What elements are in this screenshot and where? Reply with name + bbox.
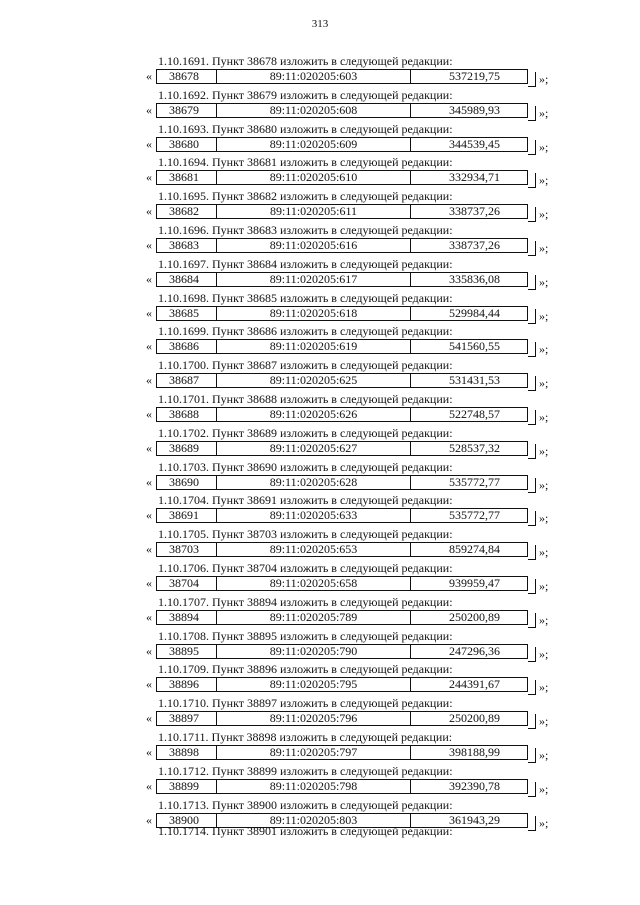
entry-heading: 1.10.1704. Пункт 38691 изложить в следующей редакции: (158, 493, 453, 508)
amendment-entry (0, 189, 640, 223)
row-frame-tail (528, 782, 536, 797)
item-number-cell: 38897 (157, 712, 217, 725)
amendment-entry (0, 696, 640, 730)
entry-heading: 1.10.1713. Пункт 38900 изложить в следующей редакции: (158, 797, 453, 812)
opening-quote: « (146, 136, 152, 151)
entry-heading: 1.10.1708. Пункт 38895 изложить в следующей редакции: (158, 628, 453, 643)
opening-quote: « (146, 778, 152, 793)
entry-heading: 1.10.1693. Пункт 38680 изложить в следующей редакции: (158, 121, 453, 136)
item-number-cell: 38689 (157, 442, 217, 455)
entry-heading: 1.10.1694. Пункт 38681 изложить в следующей редакции: (158, 155, 453, 170)
amendment-list (0, 54, 640, 831)
cadastral-number-cell: 89:11:020205:796 (217, 712, 411, 725)
value-cell: 529984,44 (449, 306, 500, 320)
row-frame-tail (528, 72, 536, 87)
amendment-entry (0, 561, 640, 595)
value-cell: 332934,71 (449, 171, 500, 185)
cadastral-number-cell: 89:11:020205:803 (217, 814, 411, 827)
cadastral-number-cell: 89:11:020205:603 (217, 70, 411, 83)
table-row (156, 407, 528, 422)
item-number-cell: 38894 (157, 611, 217, 624)
value-cell: 859274,84 (449, 543, 500, 557)
cadastral-number-cell: 89:11:020205:658 (217, 577, 411, 590)
cadastral-number-cell: 89:11:020205:626 (217, 408, 411, 421)
table-row (156, 677, 528, 692)
entry-heading: 1.10.1701. Пункт 38688 изложить в следующей редакции: (158, 391, 453, 406)
item-number-cell: 38703 (157, 543, 217, 556)
row-frame-tail (528, 410, 536, 425)
entry-heading: 1.10.1709. Пункт 38896 изложить в следующей редакции: (158, 662, 453, 677)
amendment-entry (0, 527, 640, 561)
entry-heading: 1.10.1692. Пункт 38679 изложить в следующей редакции: (158, 87, 453, 102)
item-number-cell: 38680 (157, 138, 217, 151)
table-row (156, 69, 528, 84)
value-cell: 338737,26 (449, 205, 500, 219)
cadastral-number-cell: 89:11:020205:790 (217, 645, 411, 658)
value-cell: 528537,32 (449, 441, 500, 455)
opening-quote: « (146, 237, 152, 252)
opening-quote: « (146, 711, 152, 726)
cadastral-number-cell: 89:11:020205:608 (217, 104, 411, 117)
closing-quote: »; (539, 646, 549, 661)
opening-quote: « (146, 406, 152, 421)
entry-heading: 1.10.1705. Пункт 38703 изложить в следующей редакции: (158, 527, 453, 542)
entry-heading: 1.10.1712. Пункт 38899 изложить в следующей редакции: (158, 763, 453, 778)
entry-heading: 1.10.1707. Пункт 38894 изложить в следующей редакции: (158, 594, 453, 609)
table-row (156, 711, 528, 726)
entry-heading: 1.10.1711. Пункт 38898 изложить в следующей редакции: (158, 729, 453, 744)
row-frame-tail (528, 613, 536, 628)
table-row (156, 508, 528, 523)
amendment-entry (0, 324, 640, 358)
amendment-entry (0, 493, 640, 527)
closing-quote: »; (539, 342, 549, 357)
amendment-entry (0, 595, 640, 629)
row-frame-tail (528, 376, 536, 391)
opening-quote: « (146, 542, 152, 557)
amendment-entry (0, 223, 640, 257)
value-cell: 537219,75 (449, 70, 500, 83)
closing-quote: »; (539, 815, 549, 830)
row-frame-tail (528, 309, 536, 324)
entry-heading: 1.10.1691. Пункт 38678 изложить в следующей редакции: (158, 54, 453, 68)
value-cell: 247296,36 (449, 644, 500, 658)
table-row (156, 745, 528, 760)
value-cell: 535772,77 (449, 509, 500, 523)
entry-heading: 1.10.1714. Пункт 38901 изложить в следующей редакции: (158, 824, 453, 838)
opening-quote: « (146, 102, 152, 117)
cadastral-number-cell: 89:11:020205:789 (217, 611, 411, 624)
cadastral-number-cell: 89:11:020205:798 (217, 780, 411, 793)
entry-heading: 1.10.1702. Пункт 38689 изложить в следующей редакции: (158, 425, 453, 440)
closing-quote: »; (539, 747, 549, 762)
cadastral-number-cell: 89:11:020205:611 (217, 205, 411, 218)
row-frame-tail (528, 275, 536, 290)
item-number-cell: 38704 (157, 577, 217, 590)
value-cell: 541560,55 (449, 340, 500, 354)
value-cell: 361943,29 (449, 813, 500, 827)
amendment-entry (0, 54, 640, 88)
item-number-cell: 38679 (157, 104, 217, 117)
cadastral-number-cell: 89:11:020205:633 (217, 509, 411, 522)
amendment-entry (0, 392, 640, 426)
row-frame-tail (528, 241, 536, 256)
value-cell: 250200,89 (449, 712, 500, 726)
opening-quote: « (146, 271, 152, 286)
opening-quote: « (146, 474, 152, 489)
closing-quote: »; (539, 376, 549, 391)
opening-quote: « (146, 677, 152, 692)
closing-quote: »; (539, 207, 549, 222)
closing-quote: »; (539, 477, 549, 492)
closing-quote: »; (539, 578, 549, 593)
item-number-cell: 38895 (157, 645, 217, 658)
entry-heading: 1.10.1695. Пункт 38682 изложить в следующей редакции: (158, 189, 453, 204)
item-number-cell: 38900 (157, 814, 217, 827)
amendment-entry (0, 358, 640, 392)
amendment-entry (0, 629, 640, 663)
cadastral-number-cell: 89:11:020205:627 (217, 442, 411, 455)
opening-quote: « (146, 339, 152, 354)
row-frame-tail (528, 140, 536, 155)
value-cell: 335836,08 (449, 272, 500, 286)
table-row (156, 576, 528, 591)
table-row (156, 306, 528, 321)
closing-quote: »; (539, 105, 549, 120)
value-cell: 392390,78 (449, 779, 500, 793)
cadastral-number-cell: 89:11:020205:795 (217, 678, 411, 691)
table-row (156, 204, 528, 219)
cadastral-number-cell: 89:11:020205:653 (217, 543, 411, 556)
item-number-cell: 38684 (157, 273, 217, 286)
value-cell: 338737,26 (449, 238, 500, 252)
cadastral-number-cell: 89:11:020205:628 (217, 476, 411, 489)
opening-quote: « (146, 643, 152, 658)
cadastral-number-cell: 89:11:020205:610 (217, 171, 411, 184)
amendment-entry (0, 460, 640, 494)
amendment-entry (0, 291, 640, 325)
opening-quote: « (146, 373, 152, 388)
amendment-entry (0, 730, 640, 764)
row-frame-tail (528, 748, 536, 763)
closing-quote: »; (539, 308, 549, 323)
amendment-entry (0, 764, 640, 798)
opening-quote: « (146, 744, 152, 759)
item-number-cell: 38896 (157, 678, 217, 691)
value-cell: 398188,99 (449, 745, 500, 759)
row-frame-tail (528, 714, 536, 729)
entry-heading: 1.10.1698. Пункт 38685 изложить в следующей редакции: (158, 290, 453, 305)
opening-quote: « (146, 170, 152, 185)
row-frame-tail (528, 680, 536, 695)
item-number-cell: 38685 (157, 307, 217, 320)
table-row (156, 644, 528, 659)
value-cell: 535772,77 (449, 475, 500, 489)
closing-quote: »; (539, 714, 549, 729)
value-cell: 244391,67 (449, 678, 500, 692)
row-frame-tail (528, 342, 536, 357)
row-frame-tail (528, 545, 536, 560)
entry-heading: 1.10.1703. Пункт 38690 изложить в следующей редакции: (158, 459, 453, 474)
row-frame-tail (528, 816, 536, 831)
cadastral-number-cell: 89:11:020205:609 (217, 138, 411, 151)
item-number-cell: 38683 (157, 239, 217, 252)
value-cell: 522748,57 (449, 407, 500, 421)
value-cell: 531431,53 (449, 374, 500, 388)
item-number-cell: 38686 (157, 340, 217, 353)
closing-quote: »; (539, 443, 549, 458)
opening-quote: « (146, 609, 152, 624)
opening-quote: « (146, 440, 152, 455)
item-number-cell: 38690 (157, 476, 217, 489)
table-row (156, 475, 528, 490)
entry-heading: 1.10.1696. Пункт 38683 изложить в следующей редакции: (158, 222, 453, 237)
value-cell: 250200,89 (449, 610, 500, 624)
entry-heading: 1.10.1699. Пункт 38686 изложить в следующей редакции: (158, 324, 453, 339)
value-cell: 345989,93 (449, 103, 500, 117)
closing-quote: »; (539, 680, 549, 695)
closing-quote: »; (539, 139, 549, 154)
closing-quote: »; (539, 173, 549, 188)
amendment-entry (0, 88, 640, 122)
table-row (156, 542, 528, 557)
item-number-cell: 38691 (157, 509, 217, 522)
table-row (156, 339, 528, 354)
item-number-cell: 38899 (157, 780, 217, 793)
amendment-entry (0, 426, 640, 460)
amendment-entry (0, 155, 640, 189)
closing-quote: »; (539, 409, 549, 424)
entry-heading: 1.10.1706. Пункт 38704 изложить в следующей редакции: (158, 560, 453, 575)
item-number-cell: 38682 (157, 205, 217, 218)
closing-quote: »; (539, 545, 549, 560)
closing-quote: »; (539, 72, 549, 86)
item-number-cell: 38687 (157, 374, 217, 387)
closing-quote: »; (539, 274, 549, 289)
cadastral-number-cell: 89:11:020205:797 (217, 746, 411, 759)
amendment-entry (0, 122, 640, 156)
item-number-cell: 38688 (157, 408, 217, 421)
opening-quote: « (146, 69, 152, 83)
table-row (156, 137, 528, 152)
table-row (156, 610, 528, 625)
value-cell: 939959,47 (449, 576, 500, 590)
value-cell: 344539,45 (449, 137, 500, 151)
cadastral-number-cell: 89:11:020205:618 (217, 307, 411, 320)
row-frame-tail (528, 647, 536, 662)
table-row (156, 272, 528, 287)
cadastral-number-cell: 89:11:020205:617 (217, 273, 411, 286)
entry-heading: 1.10.1710. Пункт 38897 изложить в следующей редакции: (158, 696, 453, 711)
opening-quote: « (146, 508, 152, 523)
opening-quote: « (146, 305, 152, 320)
row-frame-tail (528, 579, 536, 594)
opening-quote: « (146, 812, 152, 827)
row-frame-tail (528, 106, 536, 121)
page-number: 313 (311, 18, 329, 30)
item-number-cell: 38681 (157, 171, 217, 184)
amendment-entry (0, 662, 640, 696)
closing-quote: »; (539, 240, 549, 255)
cadastral-number-cell: 89:11:020205:616 (217, 239, 411, 252)
opening-quote: « (146, 575, 152, 590)
table-row (156, 170, 528, 185)
table-row (156, 103, 528, 118)
row-frame-tail (528, 173, 536, 188)
closing-quote: »; (539, 511, 549, 526)
closing-quote: »; (539, 781, 549, 796)
cadastral-number-cell: 89:11:020205:619 (217, 340, 411, 353)
table-row (156, 779, 528, 794)
entry-heading: 1.10.1700. Пункт 38687 изложить в следующей редакции: (158, 358, 453, 373)
opening-quote: « (146, 204, 152, 219)
table-row (156, 373, 528, 388)
amendment-entry (0, 257, 640, 291)
row-frame-tail (528, 207, 536, 222)
table-row (156, 441, 528, 456)
cadastral-number-cell: 89:11:020205:625 (217, 374, 411, 387)
entry-heading: 1.10.1697. Пункт 38684 изложить в следующей редакции: (158, 256, 453, 271)
row-frame-tail (528, 444, 536, 459)
row-frame-tail (528, 478, 536, 493)
closing-quote: »; (539, 612, 549, 627)
item-number-cell: 38678 (157, 70, 217, 83)
item-number-cell: 38898 (157, 746, 217, 759)
table-row (156, 238, 528, 253)
row-frame-tail (528, 511, 536, 526)
